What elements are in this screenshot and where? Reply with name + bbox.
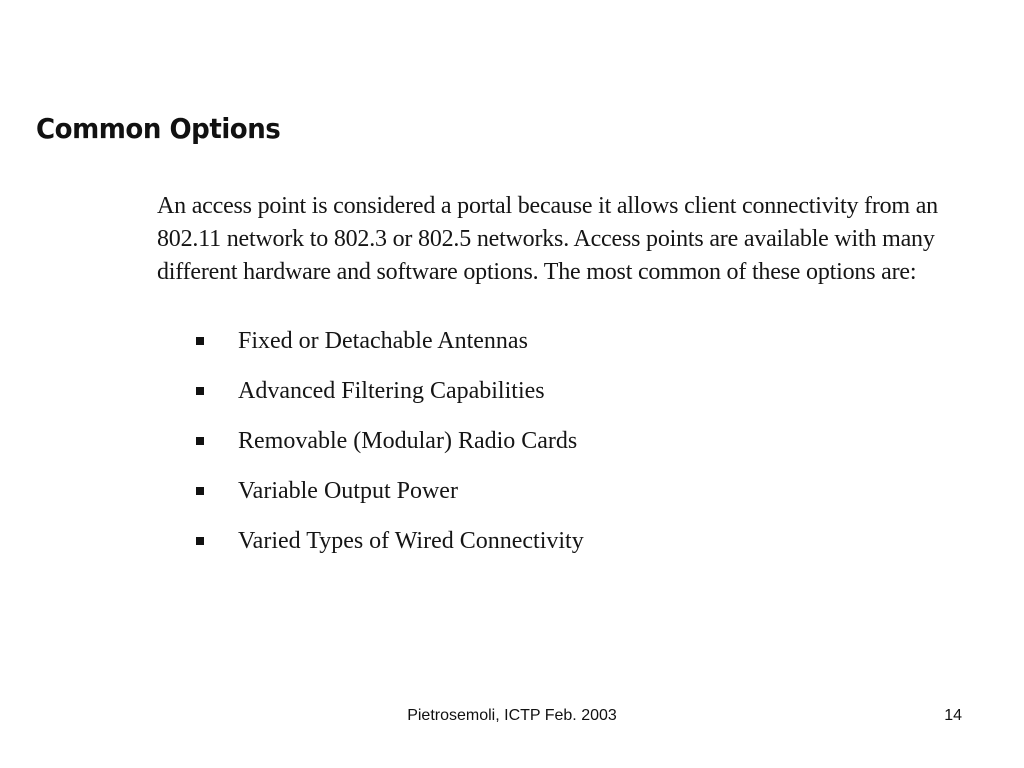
list-item-label: Removable (Modular) Radio Cards — [238, 428, 578, 454]
list-item — [196, 374, 584, 424]
list-item — [196, 324, 584, 374]
list-item-label: Variable Output Power — [238, 478, 458, 504]
intro-line: different hardware and software options. The most common of these options are: — [157, 259, 917, 285]
list-item — [196, 424, 584, 474]
list-item — [196, 474, 584, 524]
square-bullet-icon — [196, 387, 204, 395]
square-bullet-icon — [196, 537, 204, 545]
slide-number: 14 — [944, 707, 962, 724]
options-list — [196, 324, 584, 574]
intro-line: An access point is considered a portal because it allows client connectivity from an — [157, 193, 938, 219]
list-item-label: Advanced Filtering Capabilities — [238, 378, 545, 404]
list-item-label: Varied Types of Wired Connectivity — [238, 528, 584, 554]
intro-line: 802.11 network to 802.3 or 802.5 networks. Access points are available with many — [157, 226, 935, 252]
slide-heading: Common Options — [36, 112, 281, 145]
intro-paragraph — [157, 190, 997, 289]
square-bullet-icon — [196, 437, 204, 445]
list-item — [196, 524, 584, 574]
list-item-label: Fixed or Detachable Antennas — [238, 328, 528, 354]
square-bullet-icon — [196, 487, 204, 495]
square-bullet-icon — [196, 337, 204, 345]
footer-credit: Pietrosemoli, ICTP Feb. 2003 — [407, 707, 617, 724]
